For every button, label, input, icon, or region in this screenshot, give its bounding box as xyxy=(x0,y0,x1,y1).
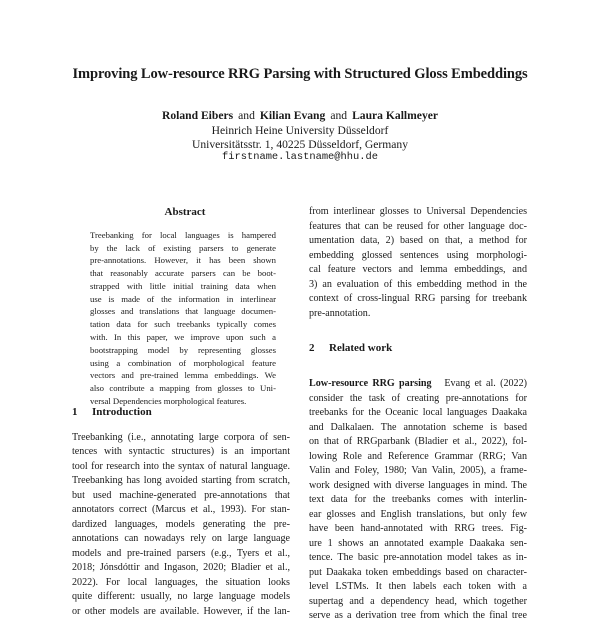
abstract-heading: Abstract xyxy=(164,206,206,218)
abstract-line: glosses and translations that language documen- xyxy=(90,306,276,316)
author-list xyxy=(0,108,600,124)
body-line: dardized languages, models generating the pre- xyxy=(72,519,290,530)
first-line-text: Evang et al. (2022) xyxy=(444,378,527,389)
body-line: serve as a derivation tree from which the final tree xyxy=(309,610,527,621)
body-line: annotations can nowadays rely on large language xyxy=(72,533,290,544)
body-line: tences with syntactic structures) is an important xyxy=(72,446,290,457)
abstract-line: Treebanking for local languages is hampered xyxy=(90,230,276,240)
body-line: consider the task of creating pre-annotations for xyxy=(309,393,527,404)
body-line: or other models are available. However, if the lan- xyxy=(72,606,290,617)
abstract-line: tation data for such treebanks typically comes xyxy=(90,319,276,329)
abstract-line: that reasonably accurate parsers can be boot- xyxy=(90,268,276,278)
author-separator: and xyxy=(238,109,255,122)
abstract-line: bootstrapping model by representing glosses xyxy=(90,345,276,355)
section-heading-introduction xyxy=(72,406,152,418)
body-line: have been hand-annotated with RRG trees. Fig- xyxy=(309,523,527,534)
body-line: umentation data, 2) based on that, a method for xyxy=(309,235,527,246)
abstract-line: versal Dependencies morphological features. xyxy=(90,396,247,406)
body-line: ear glosses and English translations, but only few xyxy=(309,509,527,520)
body-line: tool for research into the syntax of natural language. xyxy=(72,461,290,472)
body-line: on that of RRGparbank (Bladier et al., 2022), fol- xyxy=(309,436,527,447)
body-line: 2022). For local languages, the situation looks xyxy=(72,577,290,588)
section-number: 2 xyxy=(309,342,315,354)
body-line: quite different: usually, no large language models xyxy=(72,591,290,602)
abstract-line: pre-annotations. However, it has been shown xyxy=(90,255,276,265)
body-line: level LSTMs. It then labels each token with a xyxy=(309,581,527,592)
abstract-line: by the lack of existing parsers to generate xyxy=(90,243,276,253)
body-line: work designed with diverse languages in mind. The xyxy=(309,480,527,491)
body-line: and Dalkalaen. The annotation scheme is based xyxy=(309,422,527,433)
body-line: Treebanking (i.e., annotating large corpora of sen- xyxy=(72,432,290,443)
abstract-line: with. In this paper, we improve upon such a xyxy=(90,332,276,342)
body-line: embedding glossed sentences using morphologi- xyxy=(309,250,527,261)
body-line: but used machine-generated pre-annotations that xyxy=(72,490,290,501)
author-name: Roland Eibers xyxy=(161,109,234,122)
body-line: models and pre-trained parsers (e.g., Tyers et al., xyxy=(72,548,290,559)
body-line: ure 1 shows an annotated example Daakaka sen- xyxy=(309,538,527,549)
body-line: 2018; Jónsdóttir and Ingason, 2020; Bladier et al., xyxy=(72,562,290,573)
body-line: put Daakaka token embeddings based on character- xyxy=(309,567,527,578)
author-email: firstname.lastname@hhu.de xyxy=(222,151,378,163)
body-line: from interlinear glosses to Universal Dependencies xyxy=(309,206,527,217)
abstract-line: use is made of the information in interlinear xyxy=(90,294,276,304)
affiliation-institution: Heinrich Heine University Düsseldorf xyxy=(211,124,389,137)
abstract-line: using a combination of morphological feature xyxy=(90,358,276,368)
body-line: lowing Role and Reference Grammar (RRG; Van xyxy=(309,451,527,462)
body-line: 3) an evaluation of this embedding method in the xyxy=(309,279,527,290)
section-number: 1 xyxy=(72,406,78,418)
abstract-line: also contribute a mapping from glosses to Uni- xyxy=(90,383,276,393)
body-line: cal feature vectors and lemma embeddings, and xyxy=(309,264,527,275)
body-line: supertag and a dependency head, which together xyxy=(309,596,527,607)
body-line: annotators correct (Marcus et al., 1993). For stan- xyxy=(72,504,290,515)
body-line: text data for the treebanks comes with interlin- xyxy=(309,494,527,505)
run-in-heading: Low-resource RRG parsing xyxy=(309,378,432,389)
abstract-line: strapped with little initial training data when xyxy=(90,281,276,291)
body-line: pre-annotation. xyxy=(309,308,371,319)
section-title: Introduction xyxy=(92,406,152,418)
author-name: Kilian Evang xyxy=(259,109,326,122)
paragraph-first-line xyxy=(309,376,527,391)
affiliation-address: Universitätsstr. 1, 40225 Düsseldorf, Germany xyxy=(191,138,409,151)
body-line: Treebanking has long avoided starting from scratch, xyxy=(72,475,290,486)
author-separator: and xyxy=(330,109,348,122)
body-line: context of cross-lingual RRG parsing for treebank xyxy=(309,293,527,304)
body-line: tence. The basic pre-annotation model takes as in- xyxy=(309,552,527,563)
section-title: Related work xyxy=(329,342,393,354)
body-line: Valin and Foley, 1980; Van Valin, 2005), a frame- xyxy=(309,465,527,476)
paper-title: Improving Low-resource RRG Parsing with Structured Gloss Embeddings xyxy=(72,66,528,82)
author-name: Laura Kallmeyer xyxy=(352,109,439,122)
abstract-line: vectors and pre-trained lemma embeddings. We xyxy=(90,370,276,380)
body-line: treebanks for the Oceanic local languages Daakaka xyxy=(309,407,527,418)
section-heading-related-work xyxy=(309,342,392,354)
body-line: features that can be reused for other language doc- xyxy=(309,221,527,232)
